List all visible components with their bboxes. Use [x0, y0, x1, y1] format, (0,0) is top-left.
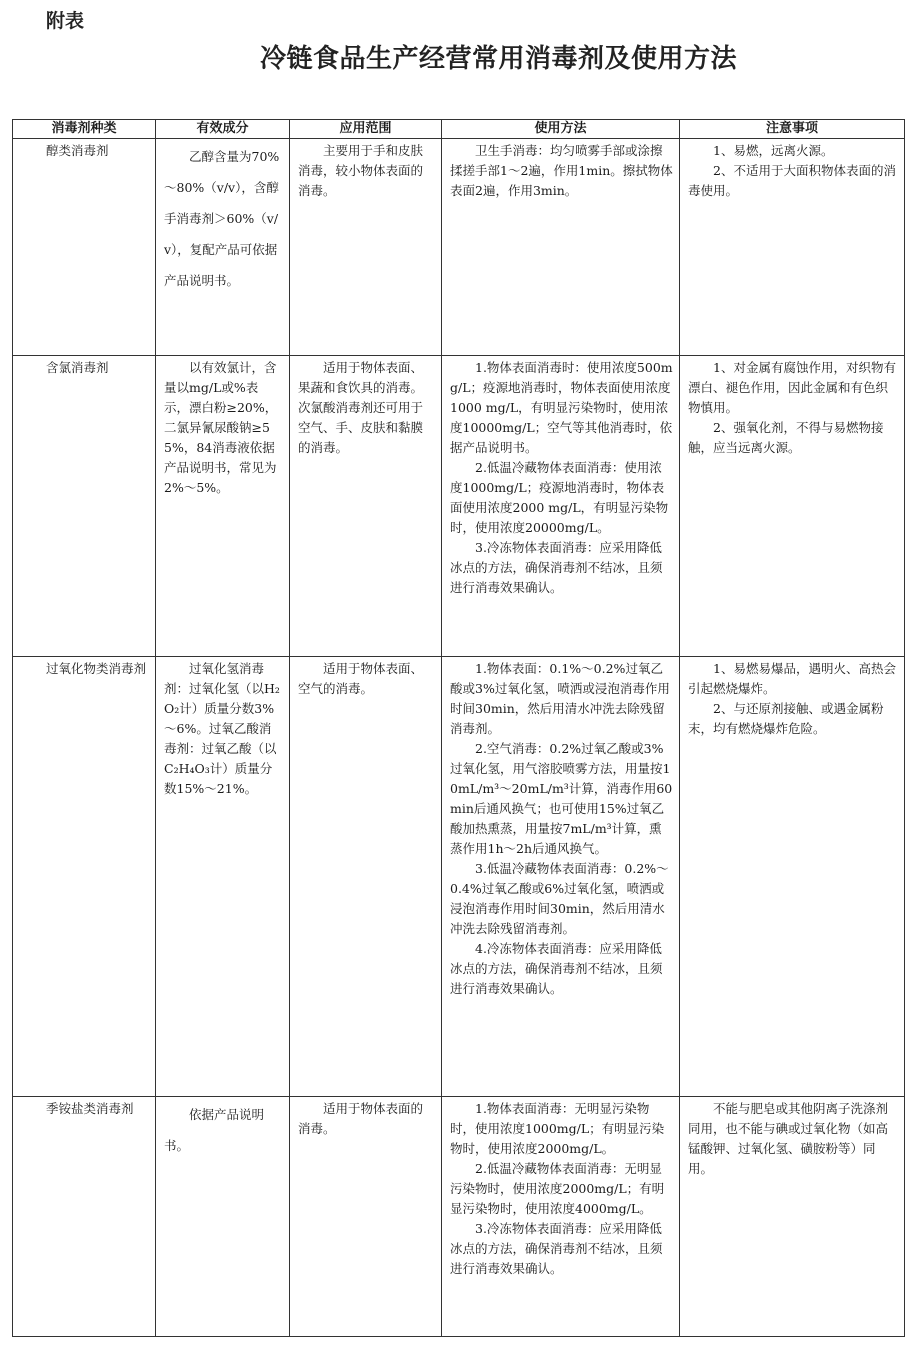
- cell-scope: 适用于物体表面、空气的消毒。: [290, 657, 442, 1097]
- cell-method: 1.物体表面消毒：无明显污染物时，使用浓度1000mg/L；有明显污染物时，使用浓度2000mg/L。 2.低温冷藏物体表面消毒：无明显污染物时，使用浓度2000mg/L；有明显污染物时，使用浓度4000mg/L。 3.冷冻物体表面消毒：应采用降低冰点的方法，确保消毒剂不结冰，且须进行消毒效果确认。: [442, 1097, 680, 1337]
- cell-type: 含氯消毒剂: [13, 356, 156, 657]
- cell-notes: 1、易燃易爆品，遇明火、高热会引起燃烧爆炸。 2、与还原剂接触、或遇金属粉末，均有燃烧爆炸危险。: [680, 657, 905, 1097]
- cell-scope: 适用于物体表面的消毒。: [290, 1097, 442, 1337]
- table-header-row: [13, 120, 905, 139]
- cell-notes: 1、易燃，远离火源。 2、不适用于大面积物体表面的消毒使用。: [680, 139, 905, 356]
- cell-type: 醇类消毒剂: [13, 139, 156, 356]
- cell-notes: 不能与肥皂或其他阴离子洗涤剂同用，也不能与碘或过氧化物（如高锰酸钾、过氧化氢、磺胺粉等）同用。: [680, 1097, 905, 1337]
- cell-ingredient: 过氧化氢消毒剂：过氧化氢（以H₂O₂计）质量分数3%～6%。过氧乙酸消毒剂：过氧乙酸（以C₂H₄O₃计）质量分数15%～21%。: [156, 657, 290, 1097]
- cell-ingredient: 以有效氯计，含量以mg/L或%表示，漂白粉≥20%，二氯异氰尿酸钠≥55%，84消毒液依据产品说明书，常见为2%～5%。: [156, 356, 290, 657]
- cell-notes: 1、对金属有腐蚀作用，对织物有漂白、褪色作用，因此金属和有色织物慎用。 2、强氧化剂，不得与易燃物接触，应当远离火源。: [680, 356, 905, 657]
- cell-type: 过氧化物类消毒剂: [13, 657, 156, 1097]
- header-notes: 注意事项: [680, 120, 905, 139]
- disinfectant-table: [12, 119, 905, 1337]
- document-title: 冷链食品生产经营常用消毒剂及使用方法: [259, 44, 737, 74]
- appendix-label: 附表: [46, 10, 85, 32]
- header-ingredient: 有效成分: [156, 120, 290, 139]
- header-method: 使用方法: [442, 120, 680, 139]
- cell-ingredient: 乙醇含量为70%～80%（v/v），含醇手消毒剂＞60%（v/v），复配产品可依据产品说明书。: [156, 139, 290, 356]
- header-type: 消毒剂种类: [13, 120, 156, 139]
- cell-method: 1.物体表面消毒时：使用浓度500mg/L；疫源地消毒时，物体表面使用浓度1000 mg/L，有明显污染物时，使用浓度10000mg/L；空气等其他消毒时，依据产品说明书。 2.低温冷藏物体表面消毒：使用浓度1000mg/L；疫源地消毒时，物体表面使用浓度2000 mg/L，有明显污染物时，使用浓度20000mg/L。 3.冷冻物体表面消毒：应采用降低冰点的方法，确保消毒剂不结冰，且须进行消毒效果确认。: [442, 356, 680, 657]
- table-row: [13, 657, 905, 1097]
- header-scope: 应用范围: [290, 120, 442, 139]
- table-row: [13, 139, 905, 356]
- cell-type: 季铵盐类消毒剂: [13, 1097, 156, 1337]
- cell-ingredient: 依据产品说明书。: [156, 1097, 290, 1337]
- cell-scope: 适用于物体表面、果蔬和食饮具的消毒。次氯酸消毒剂还可用于空气、手、皮肤和黏膜的消毒。: [290, 356, 442, 657]
- table-row: [13, 1097, 905, 1337]
- table-row: [13, 356, 905, 657]
- cell-method: 1.物体表面：0.1%～0.2%过氧乙酸或3%过氧化氢，喷洒或浸泡消毒作用时间30min，然后用清水冲洗去除残留消毒剂。 2.空气消毒：0.2%过氧乙酸或3%过氧化氢，用气溶胶喷雾方法，用量按10mL/m³～20mL/m³计算，消毒作用60min后通风换气；也可使用15%过氧乙酸加热熏蒸，用量按7mL/m³计算，熏蒸作用1h～2h后通风换气。 3.低温冷藏物体表面消毒：0.2%～0.4%过氧乙酸或6%过氧化氢，喷洒或浸泡消毒作用时间30min，然后用清水冲洗去除残留消毒剂。 4.冷冻物体表面消毒：应采用降低冰点的方法，确保消毒剂不结冰，且须进行消毒效果确认。: [442, 657, 680, 1097]
- cell-method: 卫生手消毒：均匀喷雾手部或涂擦揉搓手部1～2遍，作用1min。擦拭物体表面2遍，作用3min。: [442, 139, 680, 356]
- cell-scope: 主要用于手和皮肤消毒，较小物体表面的消毒。: [290, 139, 442, 356]
